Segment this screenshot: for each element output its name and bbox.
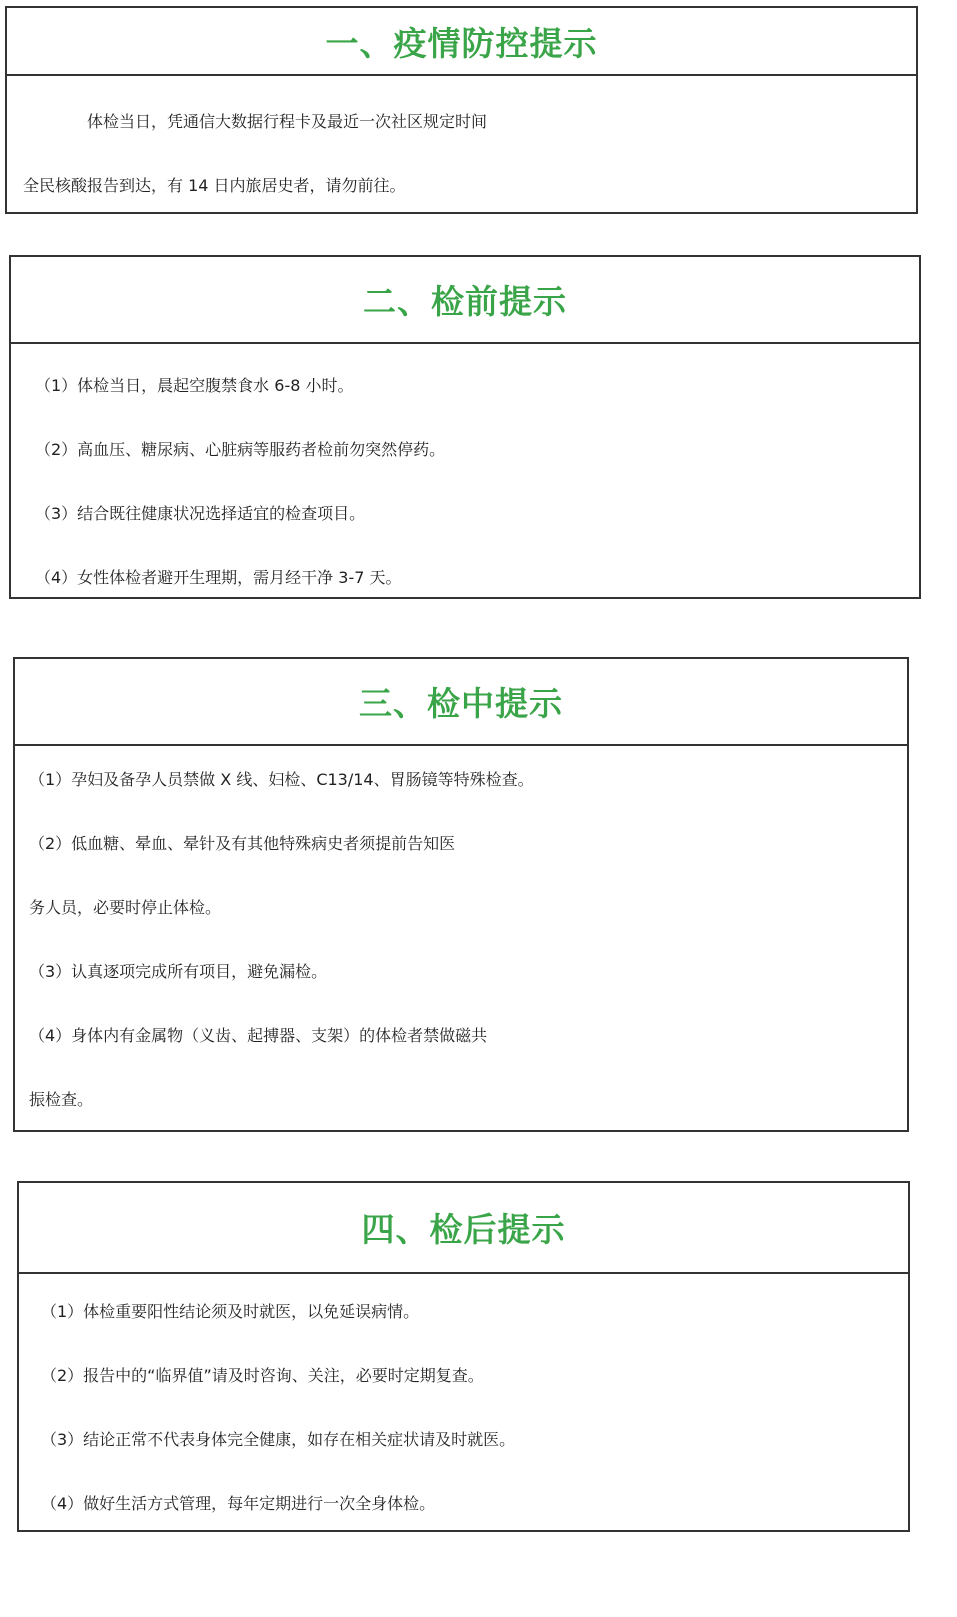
list-item: （2）高血压、糖尿病、心脏病等服药者检前勿突然停药。 bbox=[35, 440, 446, 459]
section-title: 二、检前提示 bbox=[363, 282, 567, 321]
list-item: （3）认真逐项完成所有项目，避免漏检。 bbox=[29, 962, 328, 981]
section-header bbox=[11, 257, 919, 344]
list-item: （1）孕妇及备孕人员禁做 X 线、妇检、C13/14、胃肠镜等特殊检查。 bbox=[29, 770, 534, 789]
section-header bbox=[19, 1183, 908, 1274]
section-title: 一、疫情防控提示 bbox=[325, 23, 598, 63]
list-item: （1）体检重要阳性结论须及时就医，以免延误病情。 bbox=[41, 1302, 420, 1321]
during-exam-section bbox=[13, 657, 909, 1132]
section-body bbox=[7, 76, 916, 218]
list-item: （4）做好生活方式管理，每年定期进行一次全身体检。 bbox=[41, 1494, 436, 1513]
list-item: （1）体检当日，晨起空腹禁食水 6-8 小时。 bbox=[35, 376, 354, 395]
section-body bbox=[15, 746, 907, 1132]
list-item: （2）低血糖、晕血、晕针及有其他特殊病史者须提前告知医 bbox=[29, 834, 456, 853]
list-item: （3）结论正常不代表身体完全健康，如存在相关症状请及时就医。 bbox=[41, 1430, 516, 1449]
section-title: 四、检后提示 bbox=[361, 1210, 566, 1249]
section-title: 三、检中提示 bbox=[359, 684, 563, 723]
list-item-continued: 振检查。 bbox=[29, 1090, 94, 1109]
section-header bbox=[15, 659, 907, 746]
post-exam-section bbox=[17, 1181, 910, 1532]
list-item: （4）身体内有金属物（义齿、起搏器、支架）的体检者禁做磁共 bbox=[29, 1026, 488, 1045]
paragraph-line: 体检当日，凭通信大数据行程卡及最近一次社区规定时间 bbox=[87, 112, 488, 131]
epidemic-prevention-section bbox=[5, 6, 918, 214]
list-item: （2）报告中的“临界值”请及时咨询、关注，必要时定期复查。 bbox=[41, 1366, 484, 1385]
pre-exam-section bbox=[9, 255, 921, 599]
list-item: （3）结合既往健康状况选择适宜的检查项目。 bbox=[35, 504, 366, 523]
section-body bbox=[11, 344, 919, 610]
section-header bbox=[7, 8, 916, 76]
section-body bbox=[19, 1274, 908, 1536]
paragraph-line: 全民核酸报告到达，有 14 日内旅居史者，请勿前往。 bbox=[23, 176, 406, 195]
list-item: （4）女性体检者避开生理期，需月经干净 3-7 天。 bbox=[35, 568, 402, 587]
list-item-continued: 务人员，必要时停止体检。 bbox=[29, 898, 222, 917]
